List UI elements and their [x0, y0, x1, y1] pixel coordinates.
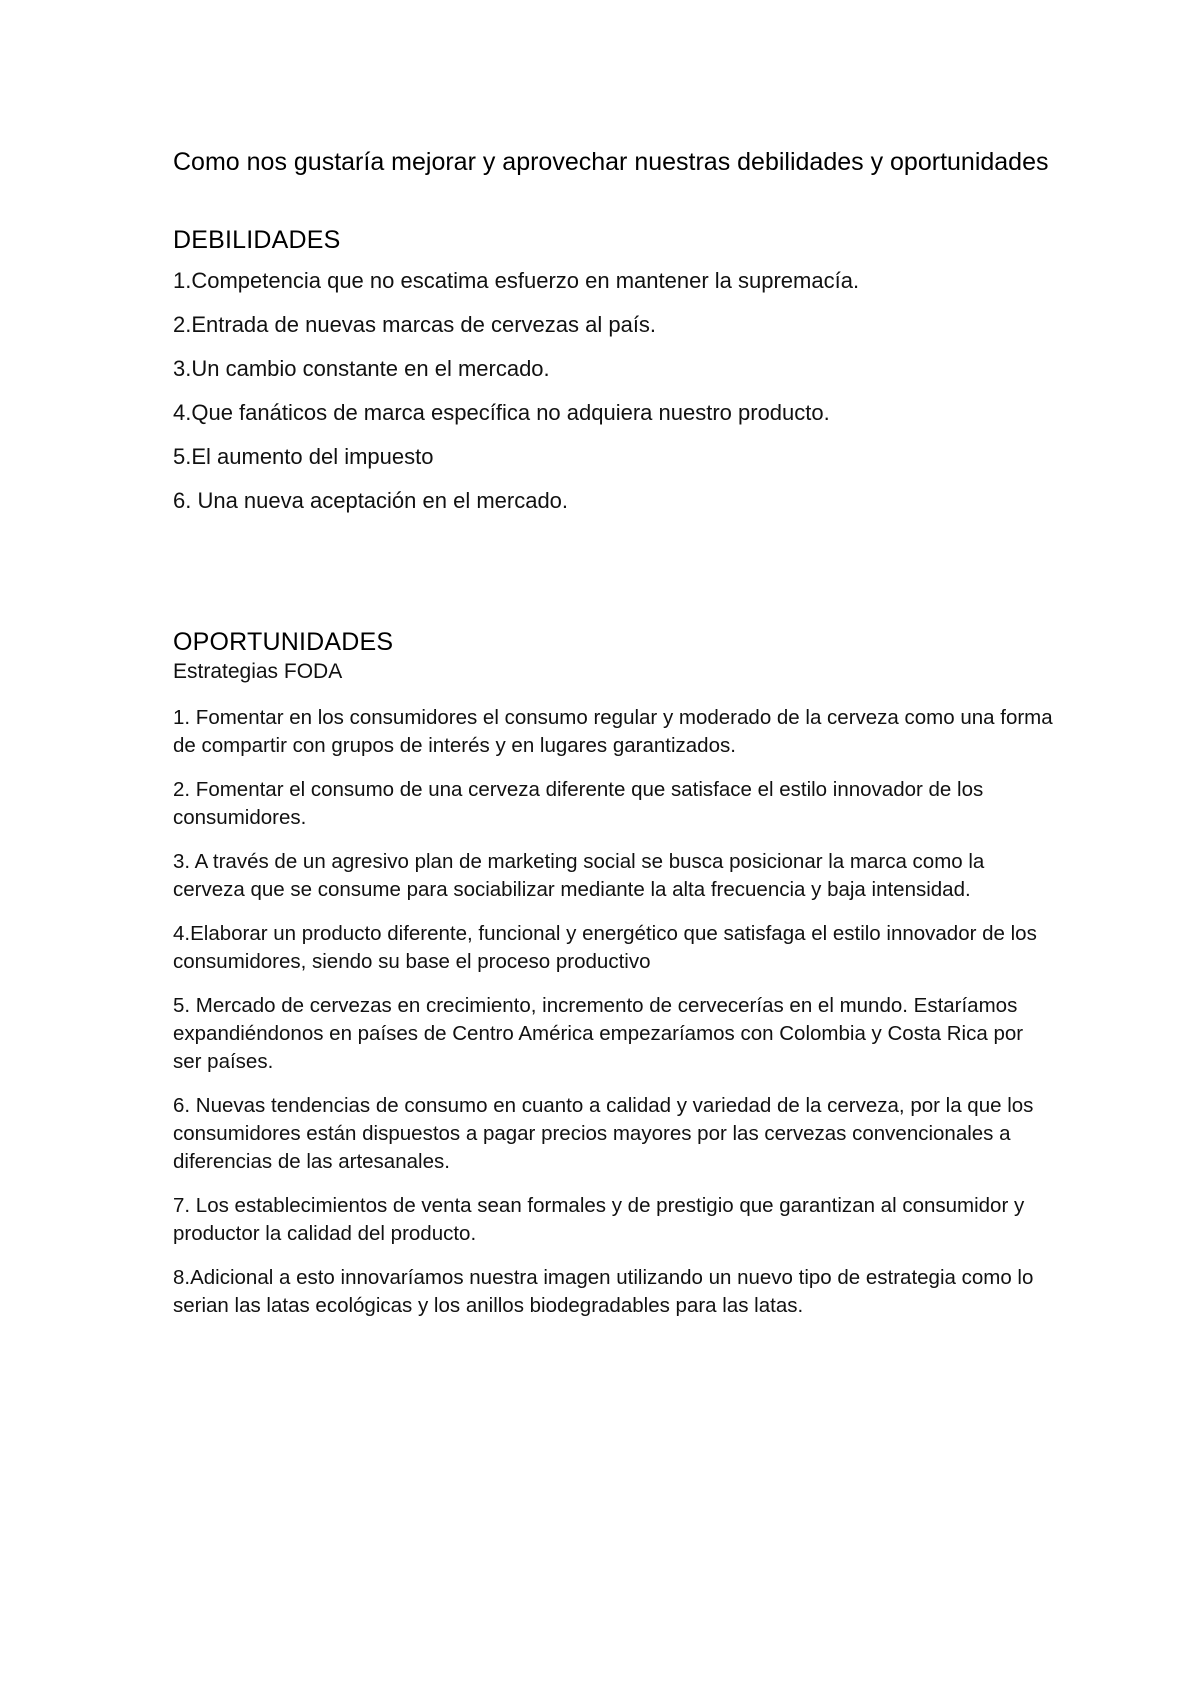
weaknesses-list [173, 266, 1053, 516]
opportunity-item: 7. Los establecimientos de venta sean formales y de prestigio que garantizan al consumidor y productor la calidad del producto. [173, 1194, 1025, 1245]
weakness-item: 3.Un cambio constante en el mercado. [173, 356, 550, 381]
weakness-item: 2.Entrada de nuevas marcas de cervezas al país. [173, 312, 657, 337]
opportunity-item: 8.Adicional a esto innovaríamos nuestra imagen utilizando un nuevo tipo de estrategia como lo serian las latas ecológicas y los anillos biodegradables para las latas. [173, 1266, 1034, 1317]
opportunity-item: 4.Elaborar un producto diferente, funcional y energético que satisfaga el estilo innovador de los consumidores, siendo su base el proceso productivo [173, 922, 1037, 973]
opportunities-list [173, 704, 1053, 1320]
document-title: Como nos gustaría mejorar y aprovechar nuestras debilidades y oportunidades [173, 148, 1049, 176]
weaknesses-heading: DEBILIDADES [173, 226, 341, 254]
opportunity-item: 5. Mercado de cervezas en crecimiento, incremento de cervecerías en el mundo. Estaríamos expandiéndonos en países de Centro América empezaríamos con Colombia y Costa Rica por ser países. [173, 994, 1024, 1073]
opportunity-item: 2. Fomentar el consumo de una cerveza diferente que satisface el estilo innovador de los consumidores. [173, 778, 984, 829]
opportunity-item: 6. Nuevas tendencias de consumo en cuanto a calidad y variedad de la cerveza, por la que los consumidores están dispuestos a pagar precios mayores por las cervezas convencionales a diferencias de las artesanales. [173, 1094, 1034, 1173]
weakness-item: 4.Que fanáticos de marca específica no adquiera nuestro producto. [173, 400, 830, 425]
opportunity-item: 3. A través de un agresivo plan de marketing social se busca posicionar la marca como la cerveza que se consume para sociabilizar mediante la alta frecuencia y baja intensidad. [173, 850, 985, 901]
opportunity-item: 1. Fomentar en los consumidores el consumo regular y moderado de la cerveza como una forma de compartir con grupos de interés y en lugares garantizados. [173, 706, 1053, 757]
weakness-item: 6. Una nueva aceptación en el mercado. [173, 488, 569, 513]
strategies-subheading: Estrategias FODA [173, 660, 343, 683]
weakness-item: 1.Competencia que no escatima esfuerzo en mantener la supremacía. [173, 268, 860, 293]
document-content [173, 144, 1053, 1336]
opportunities-heading: OPORTUNIDADES [173, 628, 394, 656]
weakness-item: 5.El aumento del impuesto [173, 444, 434, 469]
